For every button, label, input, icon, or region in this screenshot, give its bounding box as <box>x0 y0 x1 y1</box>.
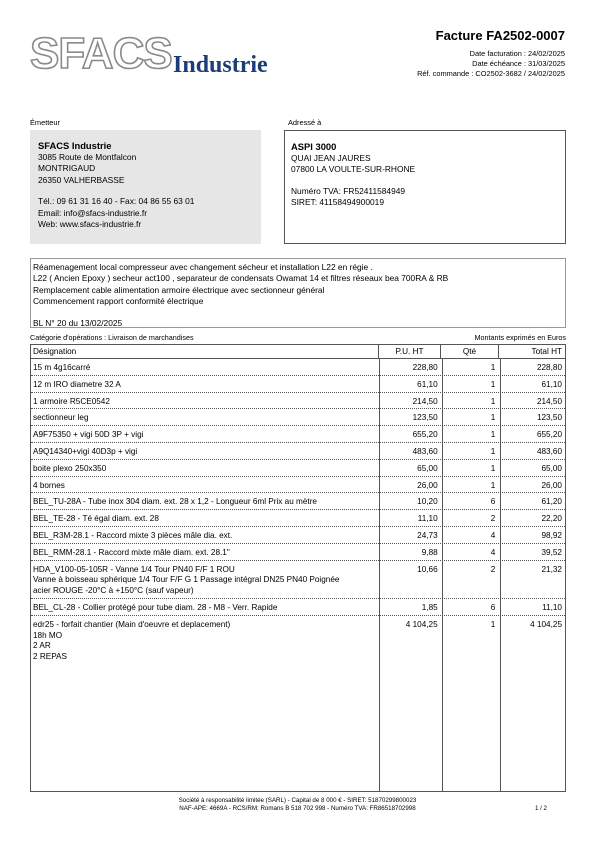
row-unit-price: 123,50 <box>412 413 438 423</box>
designation-line: edr25 - forfait chantier (Main d'oeuvre et deplacement) <box>33 619 231 629</box>
row-total: 26,00 <box>541 480 562 490</box>
emitter-address2: MONTRIGAUD <box>38 163 96 173</box>
row-total: 214,50 <box>536 396 562 406</box>
row-quantity: 1 <box>490 430 496 440</box>
designation-line: 2 AR <box>33 641 51 651</box>
invoice-meta <box>417 49 565 79</box>
emitter-email: Email: info@sfacs-industrie.fr <box>38 207 148 218</box>
currency-note: Montants exprimés en Euros <box>474 333 566 342</box>
table-row <box>31 460 565 477</box>
row-total: 22,20 <box>541 514 562 524</box>
table-row <box>31 616 565 664</box>
row-unit-price: 61,10 <box>417 379 438 389</box>
row-quantity: 1 <box>490 463 496 473</box>
row-quantity: 1 <box>490 396 496 406</box>
row-quantity: 1 <box>490 446 496 456</box>
header-total: Total HT <box>531 347 562 356</box>
row-total: 483,60 <box>536 446 562 456</box>
row-quantity: 1 <box>490 379 496 389</box>
company-logo <box>30 29 290 82</box>
table-row <box>31 409 565 426</box>
row-total: 123,50 <box>536 413 562 423</box>
row-unit-price: 1,85 <box>421 602 438 612</box>
recipient-siret: SIRET: 41158494900019 <box>291 197 384 207</box>
invoice-due-date: Date échéance : 31/03/2025 <box>472 59 565 68</box>
designation-line: BEL_TU-28A - Tube inox 304 diam. ext. 28 x 1,2 - Longueur 6ml Prix au mètre <box>33 497 317 507</box>
row-quantity: 6 <box>490 602 496 612</box>
page-number: 1 / 2 <box>534 805 547 812</box>
row-designation <box>31 413 378 424</box>
designation-line: 12 m IRO diametre 32 A <box>33 379 121 389</box>
row-unit-price: 9,88 <box>421 547 438 557</box>
emitter-box <box>30 130 261 244</box>
row-total: 61,10 <box>541 379 562 389</box>
designation-line: HDA_V100-05-105R - Vanne 1/4 Tour PN40 F/F 1 ROU <box>33 564 235 574</box>
invoice-title: Facture FA2502-0007 <box>435 28 565 43</box>
designation-line: 1 armoire R5CE0542 <box>33 396 110 406</box>
table-row <box>31 477 565 494</box>
row-unit-price: 4 104,25 <box>405 619 438 629</box>
row-total: 21,32 <box>541 564 562 574</box>
row-designation <box>31 620 378 663</box>
recipient-box <box>284 130 566 244</box>
designation-line: 2 REPAS <box>33 652 67 662</box>
emitter-name: SFACS Industrie <box>38 140 112 151</box>
row-unit-price: 24,73 <box>417 530 438 540</box>
recipient-tva: Numéro TVA: FR52411584949 <box>291 185 406 196</box>
description-line: Remplacement cable alimentation armoire électrique avec sectionneur général <box>33 284 325 295</box>
recipient-name: ASPI 3000 <box>291 141 337 152</box>
table-row <box>31 527 565 544</box>
row-total: 98,92 <box>541 530 562 540</box>
logo-sfacs-text: SFACS <box>30 29 172 78</box>
designation-line: 4 bornes <box>33 480 65 490</box>
header-unit-price: P.U. HT <box>379 345 441 358</box>
delivery-note: BL N° 20 du 13/02/2025 <box>33 318 123 329</box>
designation-line: acier ROUGE -20°C à +150°C (sauf vapeur) <box>33 586 194 596</box>
row-quantity: 4 <box>490 547 496 557</box>
row-quantity: 4 <box>490 530 496 540</box>
designation-line: A9F75350 + vigi 50D 3P + vigi <box>33 430 144 440</box>
description-box <box>30 258 566 328</box>
emitter-label: Émetteur <box>30 118 60 127</box>
row-quantity: 1 <box>490 363 496 372</box>
row-quantity: 1 <box>490 413 496 423</box>
row-total: 655,20 <box>536 430 562 440</box>
category-line <box>30 333 566 342</box>
emitter-phone-fax: Tél.: 09 61 31 16 40 - Fax: 04 86 55 63 01 <box>38 196 195 206</box>
emitter-address1: 3085 Route de Montfalcon <box>38 151 137 162</box>
designation-line: Vanne à boisseau sphérique 1/4 Tour F/F G 1 Passage intégral DN25 PN40 Poignée <box>33 575 340 585</box>
table-row <box>31 393 565 410</box>
row-designation <box>31 447 378 458</box>
row-designation <box>31 397 378 408</box>
table-row <box>31 561 565 599</box>
table-header <box>31 345 565 359</box>
table-row <box>31 510 565 527</box>
row-designation <box>31 380 378 391</box>
header-designation: Désignation <box>31 345 379 358</box>
row-designation <box>31 464 378 475</box>
designation-line: BEL_RMM-28.1 - Raccord mixte mâle diam. ext. 28.1" <box>33 547 230 557</box>
description-line: L22 ( Ancien Epoxy ) secheur act100 , separateur de condensats Owamat 14 et filtres réseaux bea 700RA & RB <box>33 273 449 284</box>
designation-line: BEL_CL-28 - Collier protégé pour tube diam. 28 - M8 - Verr. Rapide <box>33 602 278 612</box>
table-row <box>31 359 565 376</box>
row-total: 65,00 <box>541 463 562 473</box>
invoice-table <box>30 344 566 792</box>
emitter-address3: 26350 VALHERBASSE <box>38 174 125 185</box>
row-quantity: 2 <box>490 514 496 524</box>
row-designation <box>31 565 378 597</box>
row-designation <box>31 603 378 614</box>
row-unit-price: 228,80 <box>412 363 438 372</box>
row-designation <box>31 548 378 559</box>
invoice-date: Date facturation : 24/02/2025 <box>469 49 565 58</box>
row-designation <box>31 531 378 542</box>
row-unit-price: 214,50 <box>412 396 438 406</box>
header-quantity: Qté <box>441 345 499 358</box>
invoice-order-ref: Réf. commande : CO2502-3682 / 24/02/2025 <box>417 69 565 78</box>
row-quantity: 2 <box>490 564 496 574</box>
recipient-label: Adressé à <box>288 118 322 127</box>
recipient-address1: QUAI JEAN JAURES <box>291 152 371 163</box>
table-row <box>31 443 565 460</box>
row-designation <box>31 430 378 441</box>
logo-industrie-text: Industrie <box>173 52 268 78</box>
row-unit-price: 10,20 <box>417 497 438 507</box>
table-row <box>31 599 565 616</box>
emitter-web: Web: www.sfacs-industrie.fr <box>38 219 142 229</box>
footer-line2: NAF-APE: 4669A - RCS/RM: Romans B 518 702 998 - Numéro TVA: FR86518702998 <box>179 805 416 813</box>
row-quantity: 1 <box>490 480 496 490</box>
row-total: 228,80 <box>536 363 562 372</box>
description-line: Réamenagement local compresseur avec changement sécheur et installation L22 en régie . <box>33 262 373 272</box>
row-designation <box>31 497 378 508</box>
description-line: Commencement rapport conformité électrique <box>33 295 204 306</box>
footer-line1: Société à responsabilité limitée (SARL) - Capital de 8 000 € - SIRET: 51870299800023 <box>178 797 417 804</box>
designation-line: BEL_TE-28 - Té égal diam. ext. 28 <box>33 514 159 524</box>
legal-footer <box>0 797 595 813</box>
table-body <box>31 359 565 791</box>
designation-line: 18h MO <box>33 630 63 640</box>
row-total: 39,52 <box>541 547 562 557</box>
row-designation <box>31 514 378 525</box>
row-quantity: 1 <box>490 619 496 629</box>
row-unit-price: 655,20 <box>412 430 438 440</box>
recipient-address2: 07800 LA VOULTE-SUR-RHONE <box>291 164 416 174</box>
table-row <box>31 544 565 561</box>
designation-line: sectionneur leg <box>33 413 89 423</box>
row-unit-price: 11,10 <box>417 514 438 524</box>
table-row <box>31 376 565 393</box>
table-row <box>31 426 565 443</box>
row-unit-price: 483,60 <box>412 446 438 456</box>
row-quantity: 6 <box>490 497 496 507</box>
operation-category: Catégorie d'opérations : Livraison de marchandises <box>30 333 194 342</box>
row-total: 4 104,25 <box>530 619 562 629</box>
row-total: 11,10 <box>542 602 562 612</box>
designation-line: BEL_R3M-28.1 - Raccord mixte 3 pièces mâle dia. ext. <box>33 530 233 540</box>
row-unit-price: 65,00 <box>417 463 438 473</box>
row-total: 61,20 <box>541 497 562 507</box>
designation-line: A9Q14340+vigi 40D3p + vigi <box>33 446 138 456</box>
designation-line: 15 m 4g16carré <box>33 363 91 372</box>
row-designation <box>31 363 378 374</box>
designation-line: boite plexo 250x350 <box>33 463 107 473</box>
table-row <box>31 493 565 510</box>
row-unit-price: 10,66 <box>417 564 438 574</box>
row-designation <box>31 481 378 492</box>
row-unit-price: 26,00 <box>417 480 438 490</box>
